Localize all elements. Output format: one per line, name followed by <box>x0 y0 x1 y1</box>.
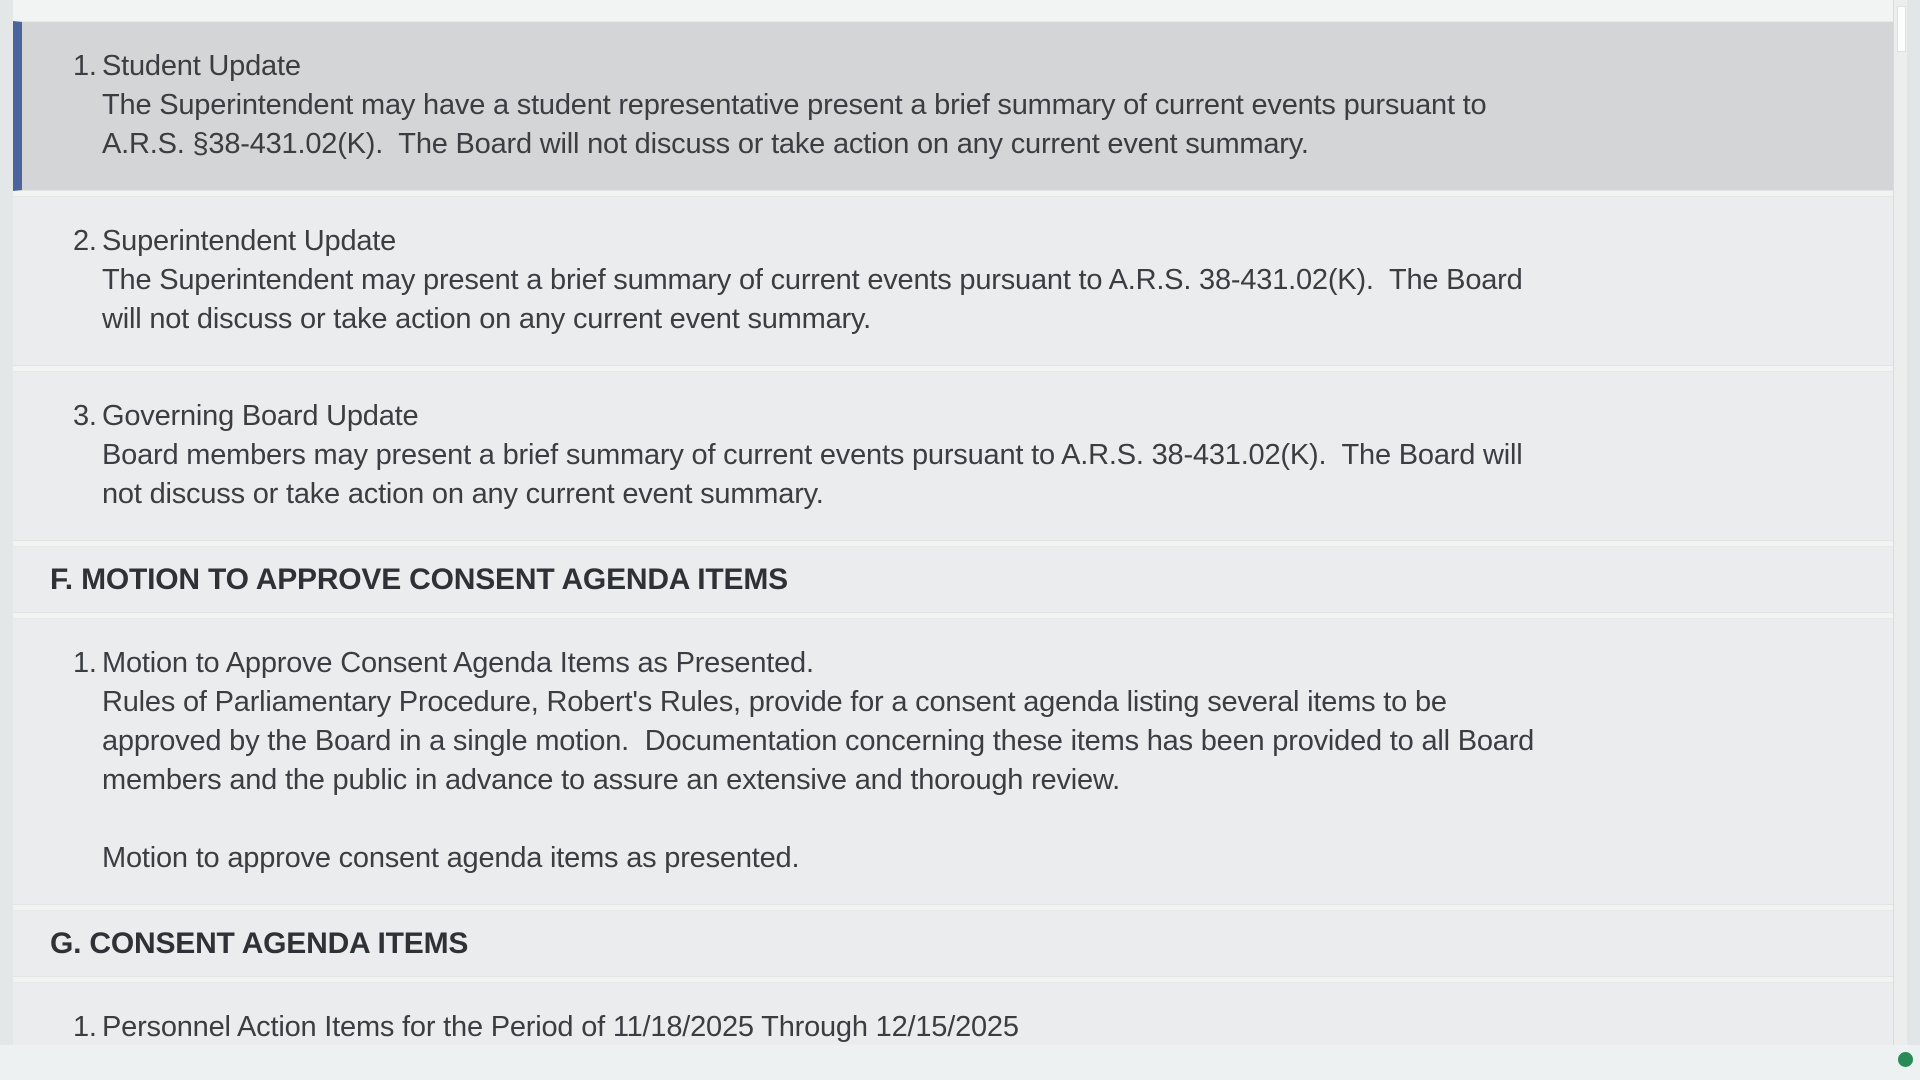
right-margin <box>1893 0 1920 1080</box>
section-heading-motion-to-approve-consent-agenda[interactable] <box>13 546 1893 613</box>
item-title: Superintendent Update <box>102 225 397 257</box>
scrollbar-track[interactable] <box>1893 0 1907 1080</box>
item-title: Motion to Approve Consent Agenda Items as Presented. <box>102 647 814 679</box>
agenda-item-governing-board-update[interactable] <box>13 371 1893 541</box>
item-number: 2. <box>73 225 97 257</box>
agenda-item-student-update[interactable] <box>13 21 1893 191</box>
agenda-document <box>13 0 1893 1080</box>
item-title: Governing Board Update <box>102 400 419 432</box>
bottom-edge-strip <box>0 1045 1920 1080</box>
section-label: F. MOTION TO APPROVE CONSENT AGENDA ITEMS <box>50 563 788 596</box>
item-body: Board members may present a brief summary of current events pursuant to A.R.S. 38-431.02(K). The Board will not discuss or take action on any current event summary. <box>102 439 1531 510</box>
status-indicator-dot <box>1898 1052 1913 1067</box>
item-title: Student Update <box>102 50 301 82</box>
scrollbar-thumb[interactable] <box>1897 6 1906 52</box>
item-number: 1. <box>73 647 97 679</box>
item-number: 1. <box>73 50 97 82</box>
motion-text: Motion to approve consent agenda items as presented. <box>102 842 800 874</box>
agenda-item-motion-to-approve-consent[interactable] <box>13 618 1893 905</box>
item-title: Personnel Action Items for the Period of 11/18/2025 Through 12/15/2025 <box>102 1011 1019 1043</box>
item-number: 1. <box>73 1011 97 1043</box>
agenda-item-superintendent-update[interactable] <box>13 196 1893 366</box>
item-body: Rules of Parliamentary Procedure, Robert's Rules, provide for a consent agenda listing several items to be approved by the Board in a single motion. Documentation concerning these items has been provided to all Board members and the public in advance to assure an extensive and thorough review. <box>102 686 1542 796</box>
section-heading-consent-agenda-items[interactable] <box>13 910 1893 977</box>
section-label: G. CONSENT AGENDA ITEMS <box>50 927 469 960</box>
item-body: The Superintendent may have a student representative present a brief summary of current events pursuant to A.R.S. §38-431.02(K). The Board will not discuss or take action on any current event summary. <box>102 89 1493 160</box>
item-number: 3. <box>73 400 97 432</box>
item-body: The Superintendent may present a brief summary of current events pursuant to A.R.S. 38-431.02(K). The Board will not discuss or take action on any current event summary. <box>102 264 1531 335</box>
